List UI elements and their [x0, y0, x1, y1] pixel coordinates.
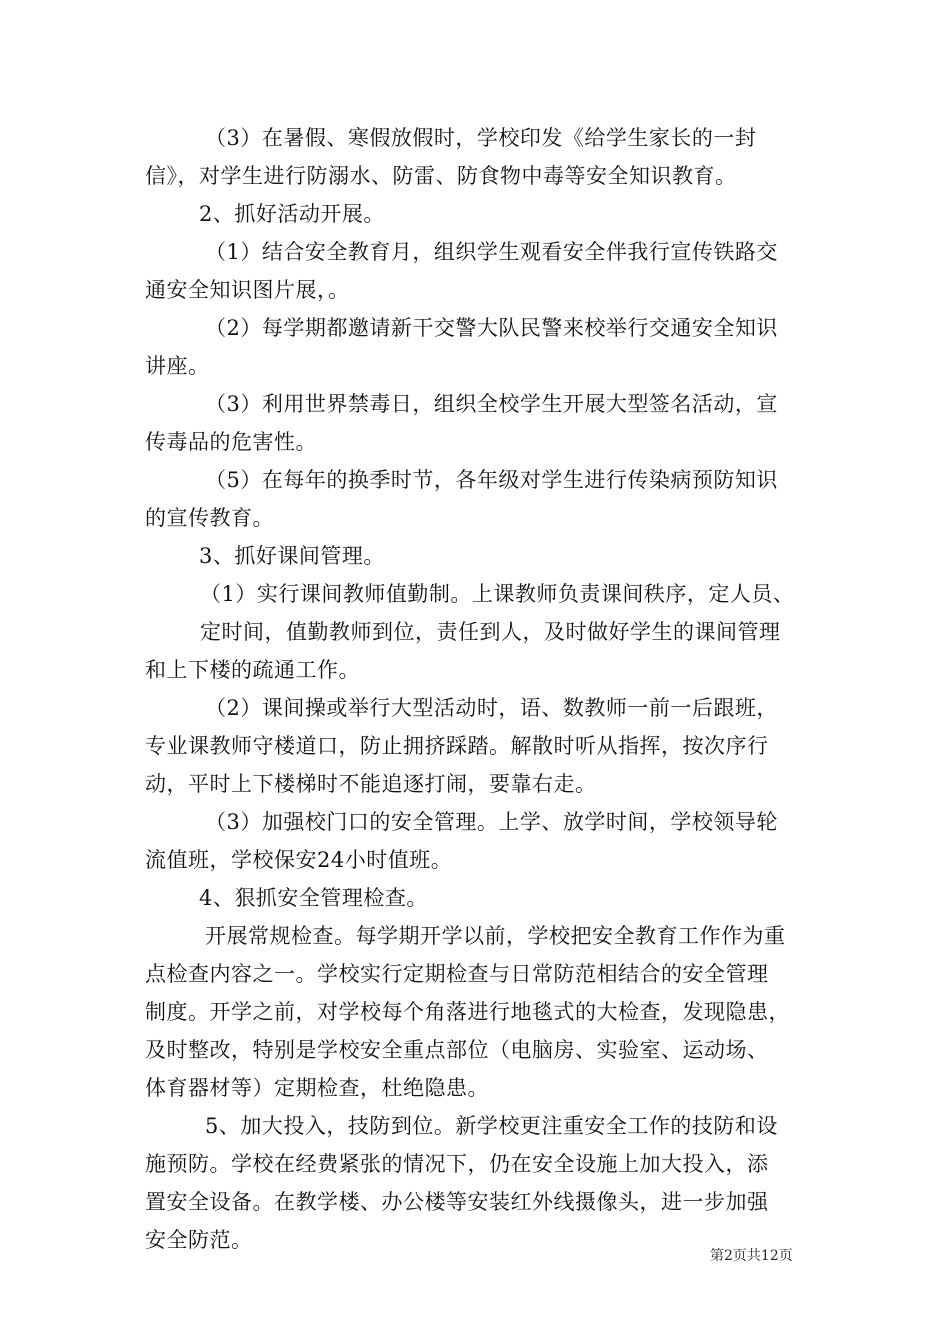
section-heading: 4、狠抓安全管理检查。 [199, 886, 428, 910]
text-line: 安全防范。 [145, 1228, 253, 1252]
text-line: 开展常规检查。每学期开学以前，学校把安全教育工作作为重 [205, 924, 786, 948]
text-line: 定时间，值勤教师到位，责任到人，及时做好学生的课间管理 [200, 620, 781, 644]
text-line: 专业课教师守楼道口，防止拥挤踩踏。解散时听从指挥，按次序行 [145, 734, 769, 758]
section-heading: 2、抓好活动开展。 [199, 202, 385, 226]
text-line: （1）实行课间教师值勤制。上课教师负责课间秩序，定人员、 [200, 582, 795, 606]
text-line: 传毒品的危害性。 [145, 430, 317, 454]
text-line: （3）在暑假、寒假放假时，学校印发《给学生家长的一封 [205, 126, 757, 150]
text-line: 动，平时上下楼梯时不能追逐打闹，要靠右走。 [145, 772, 597, 796]
text-line: 体育器材等）定期检查，杜绝隐患。 [145, 1076, 489, 1100]
text-line: （3）加强校门口的安全管理。上学、放学时间，学校领导轮 [205, 810, 778, 834]
text-line: 制度。开学之前，对学校每个角落进行地毯式的大检查，发现隐患， [145, 1000, 790, 1024]
text-line: （2）每学期都邀请新干交警大队民警来校举行交通安全知识 [205, 316, 778, 340]
text-line: 及时整改，特别是学校安全重点部位（电脑房、实验室、运动场、 [145, 1038, 769, 1062]
text-line: 流值班，学校保安24小时值班。 [145, 848, 453, 872]
section-heading: 3、抓好课间管理。 [199, 544, 385, 568]
text-line: 点检查内容之一。学校实行定期检查与日常防范相结合的安全管理 [145, 962, 769, 986]
text-line: 置安全设备。在教学楼、办公楼等安装红外线摄像头，进一步加强 [145, 1190, 769, 1214]
text-line: 信》，对学生进行防溺水、防雷、防食物中毒等安全知识教育。 [145, 164, 737, 188]
text-line: （5）在每年的换季时节，各年级对学生进行传染病预防知识 [205, 468, 778, 492]
text-line: （1）结合安全教育月，组织学生观看安全伴我行宣传铁路交 [205, 240, 778, 264]
page-number: 第2页共12页 [710, 1248, 793, 1264]
text-line: 施预防。学校在经费紧张的情况下，仍在安全设施上加大投入，添 [145, 1152, 769, 1176]
text-line: （3）利用世界禁毒日，组织全校学生开展大型签名活动，宣 [205, 392, 778, 416]
text-line: 讲座。 [145, 354, 210, 378]
text-line: 5、加大投入，技防到位。新学校更注重安全工作的技防和设 [205, 1114, 778, 1138]
text-line: 和上下楼的疏通工作。 [145, 658, 360, 682]
text-line: 的宣传教育。 [145, 506, 274, 530]
text-line: （2）课间操或举行大型活动时，语、数教师一前一后跟班， [205, 696, 778, 720]
text-line: 通安全知识图片展，。 [145, 278, 350, 302]
